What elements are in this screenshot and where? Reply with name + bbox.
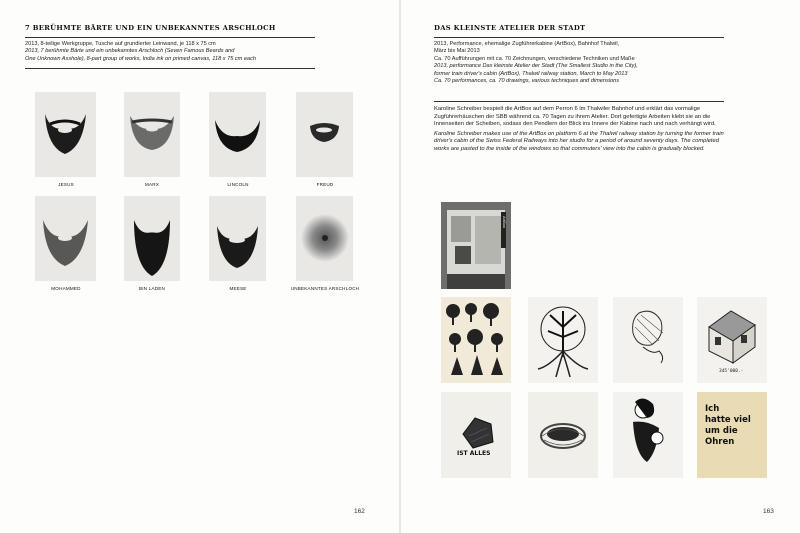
house-price-text: 345'000.-: [719, 369, 744, 374]
page-number-left: 162: [354, 508, 365, 515]
body-en: Karoline Schreiber makes use of the ArtBox on platform 6 at the Thalwil railway station by turning the former train driver's cabin of the Swiss Federal Railways into her studio for a period of around seventy days. The completed works are pasted to the inside of the windows so that commuters' view into the cabin is gradually blocked.: [434, 130, 724, 152]
beard-image-jesus: [35, 92, 96, 177]
artbox-sign: ArtBox: [502, 216, 507, 229]
beard-label-bin-laden: BIN LADEN: [138, 286, 166, 291]
right-heading-rule: [434, 37, 724, 38]
artbox-photo: [441, 202, 511, 289]
beard-image-freud: [296, 92, 353, 177]
ohren-line-4: Ohren: [705, 437, 735, 447]
right-caption: 2013, Performance, ehemalige Zugführerkabine (ArtBox), Bahnhof Thalwil, März bis Mai 2013 Ca. 70 Aufführungen mit ca. 70 Zeichnungen, verschiedene Techniken und Maße 2013, performance Das kleinste Atelier der Stadt (The Smallest Studio in the City), former train driver's cabin (ArtBox), Thalwil railway station, March to May 2013 Ca. 70 performances, ca. 70 drawings, various techniques and dimensions: [434, 41, 638, 85]
beard-label-freud: FREUD: [316, 182, 334, 187]
left-heading-rule: [25, 37, 315, 38]
ohren-line-2: hatte viel: [705, 415, 751, 425]
beard-label-marx: MARX: [144, 182, 160, 187]
body-de: Karoline Schreiber bespielt die ArtBox auf dem Perron 6 im Thalwiler Bahnhof und erklärt das vormalige Zugführerhäuschen der SBB während ca. 70 Tagen zu ihrem Atelier. Dort gefertigte Arbeiten klebt sie an die Innenseiten der Scheiben, sodass den Pendlern der Blick ins Innere der Kabine nach und nach verhängt wird.: [434, 106, 716, 128]
left-caption-rule: [25, 68, 315, 69]
beard-image-lincoln: [209, 92, 266, 177]
beard-image-bin-laden: [124, 196, 180, 281]
drawing-trees: [441, 297, 511, 383]
right-caption-rule: [434, 101, 724, 102]
right-page: [401, 0, 800, 533]
beard-label-unknown-asshole: UNBEKANNTES ARSCHLOCH: [290, 286, 360, 291]
beard-image-unknown-asshole: [296, 196, 353, 281]
drawing-ohren: [697, 392, 767, 478]
drawing-figures: [613, 392, 683, 478]
beard-label-lincoln: LINCOLN: [227, 182, 249, 187]
drawing-nest: [528, 392, 598, 478]
caption-de: 2013, 8-teilige Werkgruppe, Tusche auf grundierter Leinwand, je 118 x 75 cm: [25, 41, 216, 47]
ohren-line-1: Ich: [705, 404, 720, 414]
beard-image-meese: [209, 196, 266, 281]
left-caption: 2013, 8-teilige Werkgruppe, Tusche auf grundierter Leinwand, je 118 x 75 cm 2013, 7 berühmte Bärte und ein unbekanntes Arschloch (Seven Famous Beards and One Unknown Asshole), 8-part group of works, India ink on primed canvas, 118 x 75 cm each: [25, 41, 325, 63]
drawing-figure-tree: [613, 297, 683, 383]
stone-text: IST ALLES: [457, 450, 491, 457]
beard-image-mohammed: [35, 196, 96, 281]
left-heading: 7 BERÜHMTE BÄRTE UND EIN UNBEKANNTES ARSCHLOCH: [25, 24, 276, 32]
right-body: [434, 106, 734, 156]
drawing-house: [697, 297, 767, 383]
left-page: [0, 0, 399, 533]
page-number-right: 163: [763, 508, 774, 515]
beard-label-jesus: JESUS: [58, 182, 74, 187]
right-heading: DAS KLEINSTE ATELIER DER STADT: [434, 24, 586, 32]
drawing-root-tree: [528, 297, 598, 383]
caption-en: 2013, 7 berühmte Bärte und ein unbekanntes Arschloch (Seven Famous Beards and: [25, 48, 235, 55]
drawing-stone: [441, 392, 511, 478]
beard-image-marx: [124, 92, 180, 177]
ohren-line-3: um die: [705, 426, 738, 436]
beard-label-mohammed: MOHAMMED: [51, 286, 81, 291]
beard-label-meese: MEESE: [229, 286, 247, 291]
